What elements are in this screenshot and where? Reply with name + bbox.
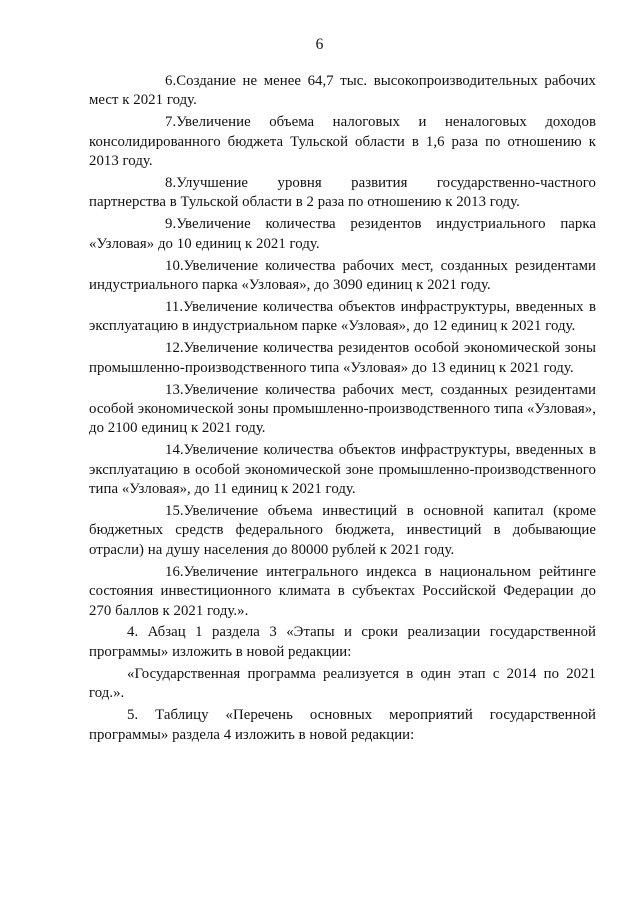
item-text: Увеличение количества резидентов индустриального парка «Узловая» до 10 единиц к 2021 году.	[89, 216, 596, 252]
paragraph-section-4: 5. Таблицу «Перечень основных мероприятий государственной программы» раздела 4 изложить в новой редакции:	[89, 707, 596, 743]
item-text: Увеличение количества объектов инфраструктуры, введенных в эксплуатацию в особой экономической зоне промышленно-производственного типа «Узловая», до 11 единиц к 2021 году.	[89, 442, 596, 498]
document-body	[89, 72, 596, 747]
item-text: Создание не менее 64,7 тыс. высокопроизводительных рабочих мест к 2021 году.	[89, 73, 596, 109]
item-number: 16.	[165, 563, 184, 580]
list-item	[89, 215, 596, 254]
list-item	[89, 381, 596, 439]
list-item	[89, 113, 596, 171]
item-number: 14.	[165, 442, 184, 459]
item-number: 11.	[165, 298, 184, 315]
list-item	[89, 298, 596, 337]
list-item	[89, 72, 596, 111]
list-item	[89, 441, 596, 499]
item-text: Увеличение количества рабочих мест, созданных резидентами индустриального парка «Узловая», до 3090 единиц к 2021 году.	[89, 257, 596, 294]
item-text: Улучшение уровня развития государственно-частного партнерства в Тульской области в 2 раза по отношению к 2013 году.	[89, 175, 596, 211]
list-item	[89, 257, 596, 296]
item-number: 15.	[165, 503, 184, 520]
list-item	[89, 174, 596, 213]
paragraph-quote: «Государственная программа реализуется в один этап с 2014 по 2021 год.».	[89, 665, 596, 702]
item-number: 10.	[165, 257, 184, 274]
item-number: 8.	[165, 175, 177, 192]
item-text: Увеличение количества объектов инфраструктуры, введенных в эксплуатацию в индустриальном парке «Узловая», до 12 единиц к 2021 году.	[89, 298, 596, 335]
page-number: 6	[315, 36, 324, 53]
item-number: 7.	[165, 114, 177, 131]
item-number: 6.	[165, 73, 177, 89]
paragraph-section-3: 4. Абзац 1 раздела 3 «Этапы и сроки реализации государственной программы» изложить в новой редакции:	[89, 624, 596, 660]
list-item	[89, 339, 596, 378]
list-item	[89, 502, 596, 560]
list-item	[89, 563, 596, 621]
item-number: 9.	[165, 216, 177, 233]
item-number: 13.	[165, 381, 184, 398]
item-number: 12.	[165, 340, 184, 357]
item-text: Увеличение объема налоговых и неналоговых доходов консолидированного бюджета Тульской области в 1,6 раза по отношению к 2013 году.	[89, 114, 596, 170]
item-text: Увеличение количества рабочих мест, созданных резидентами особой экономической зоны промышленно-производственного типа «Узловая», до 2100 единиц к 2021 году.	[89, 381, 596, 437]
item-text: Увеличение количества резидентов особой экономической зоны промышленно-производственного типа «Узловая» до 13 единиц к 2021 году.	[89, 340, 596, 376]
item-text: Увеличение интегрального индекса в национальном рейтинге состояния инвестиционного климата в субъектах Российской Федерации до 270 баллов к 2021 году.».	[89, 563, 596, 619]
item-text: Увеличение объема инвестиций в основной капитал (кроме бюджетных средств федерального бюджета, инвестиций в добывающие отрасли) на душу населения до 80000 рублей к 2021 году.	[89, 503, 596, 558]
